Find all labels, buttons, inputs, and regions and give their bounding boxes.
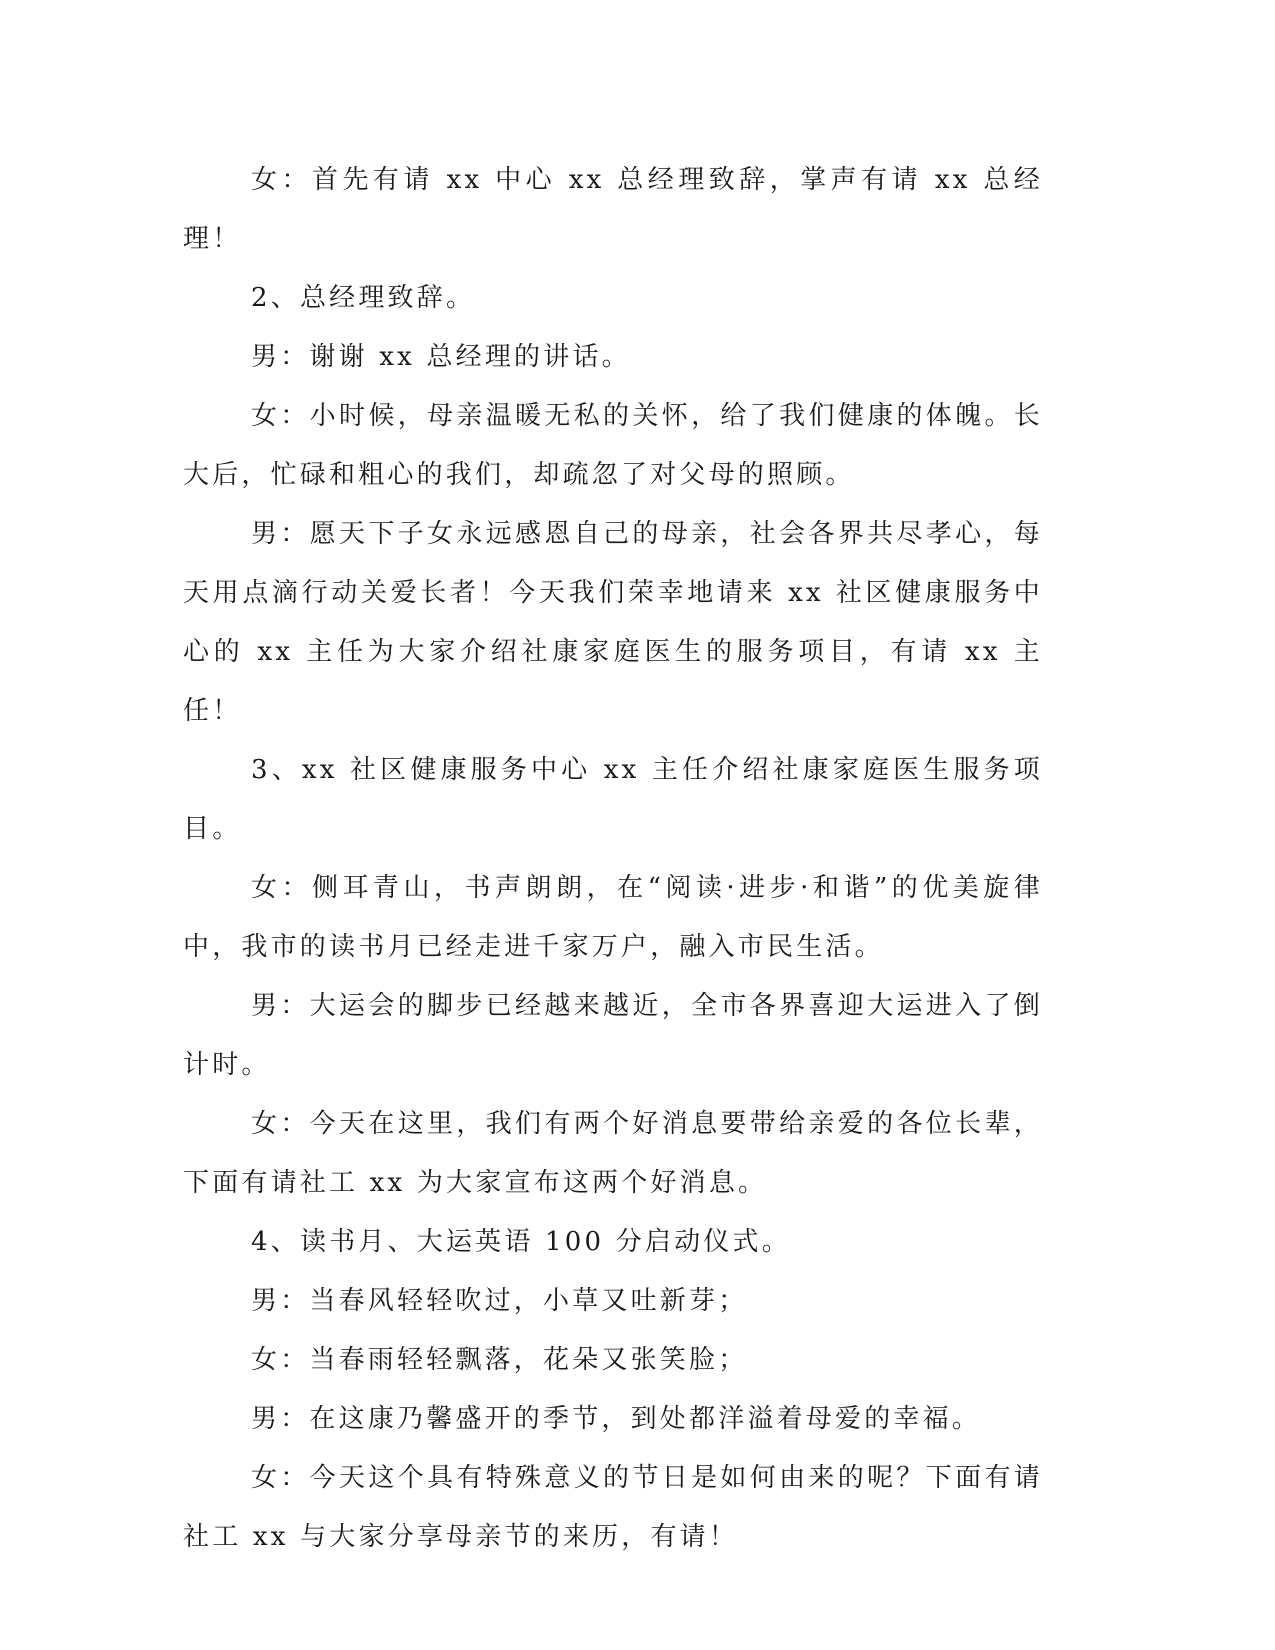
paragraph: 女：今天这个具有特殊意义的节日是如何由来的呢？下面有请社工 xx 与大家分享母亲节的来历，有请！ [183,1463,1043,1552]
paragraph: 3、xx 社区健康服务中心 xx 主任介绍社康家庭医生服务项目。 [183,755,1043,844]
paragraph: 女：当春雨轻轻飘落，花朵又张笑脸； [251,1345,748,1375]
paragraph: 女：今天在这里，我们有两个好消息要带给亲爱的各位长辈，下面有请社工 xx 为大家宣布这两个好消息。 [183,1109,1043,1198]
paragraph: 男：愿天下子女永远感恩自己的母亲，社会各界共尽孝心，每天用点滴行动关爱长者！今天我们荣幸地请来 xx 社区健康服务中心的 xx 主任为大家介绍社康家庭医生的服务项目，有请 xx 主任！ [183,519,1043,726]
paragraph: 男：当春风轻轻吹过，小草又吐新芽； [251,1286,748,1316]
paragraph: 4、读书月、大运英语 100 分启动仪式。 [251,1227,791,1257]
paragraph: 2、总经理致辞。 [251,283,476,313]
paragraph: 男：谢谢 xx 总经理的讲话。 [251,342,631,372]
paragraph: 男：在这康乃馨盛开的季节，到处都洋溢着母爱的幸福。 [251,1404,982,1434]
paragraph: 女：侧耳青山，书声朗朗，在“阅读·进步·和谐”的优美旋律中，我市的读书月已经走进千家万户，融入市民生活。 [183,873,1043,962]
document-body [183,151,1043,1567]
paragraph: 男：大运会的脚步已经越来越近，全市各界喜迎大运进入了倒计时。 [183,991,1043,1080]
paragraph: 女：首先有请 xx 中心 xx 总经理致辞，掌声有请 xx 总经理！ [183,165,1043,254]
paragraph: 女：小时候，母亲温暖无私的关怀，给了我们健康的体魄。长大后，忙碌和粗心的我们，却疏忽了对父母的照顾。 [183,401,1043,490]
